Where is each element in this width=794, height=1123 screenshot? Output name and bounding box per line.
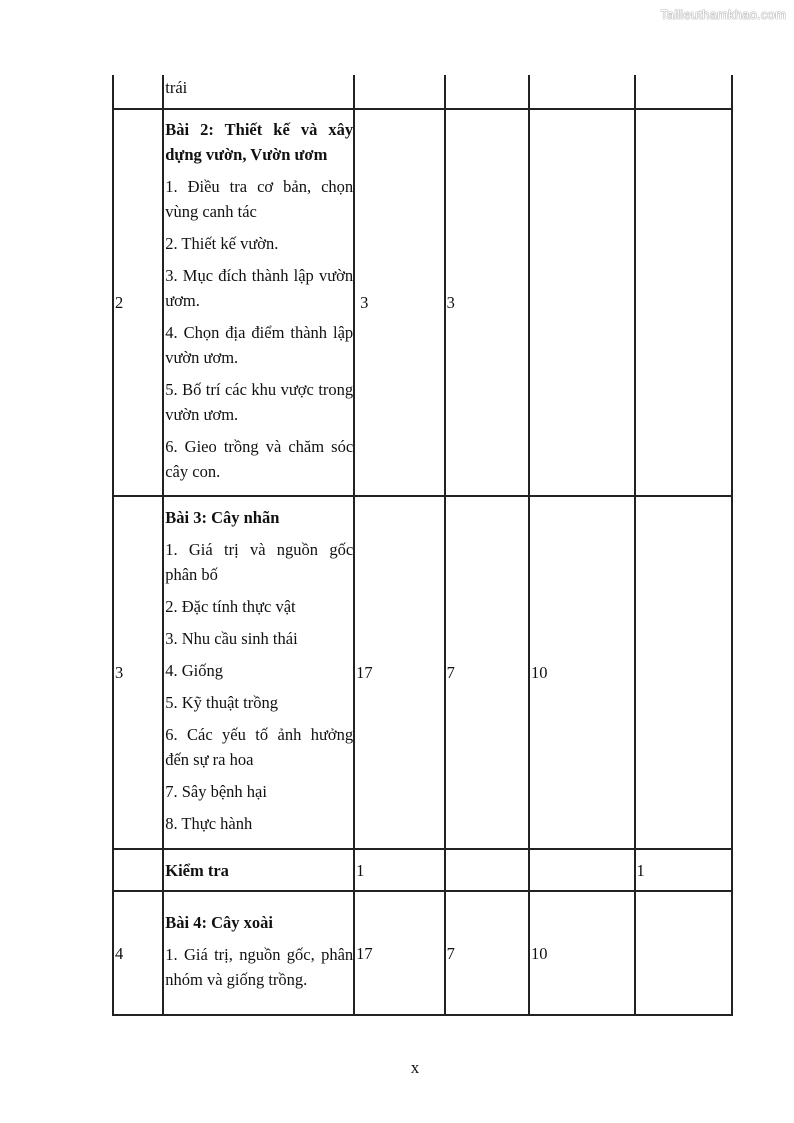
table-row (113, 109, 732, 496)
practice-hours-cell (529, 75, 635, 109)
table-row (113, 496, 732, 849)
content-cell (163, 75, 354, 109)
content-cell (163, 891, 354, 1015)
content-cell (163, 109, 354, 496)
exam-hours-cell (635, 891, 733, 1015)
theory-hours-cell: 7 (445, 496, 529, 849)
content-item: 4. Giống (165, 661, 223, 680)
total-hours-cell: 3 (354, 109, 444, 496)
content-item: 2. Đặc tính thực vật (165, 597, 296, 616)
content-item: 3. Mục đích thành lập vườn ươm. (165, 266, 354, 310)
exam-hours-cell: 1 (635, 849, 733, 891)
theory-hours-cell (445, 849, 529, 891)
row-number-cell: 2 (113, 109, 163, 496)
content-cell (163, 849, 354, 891)
content-item: 5. Bố trí các khu vược trong vườn ươm. (165, 380, 354, 424)
content-item: 5. Kỹ thuật trồng (165, 693, 278, 712)
content-item: 1. Giá trị và nguồn gốc phân bố (165, 540, 354, 584)
theory-hours-cell: 3 (445, 109, 529, 496)
row-number-cell (113, 849, 163, 891)
content-item: 7. Sây bệnh hại (165, 782, 267, 801)
practice-hours-cell: 10 (529, 496, 635, 849)
practice-hours-cell (529, 849, 635, 891)
page-marker: x (410, 1058, 420, 1077)
content-item: 3. Nhu cầu sinh thái (165, 629, 298, 648)
total-hours-cell (354, 75, 444, 109)
content-item: 1. Điều tra cơ bản, chọn vùng canh tác (165, 177, 354, 221)
exam-hours-cell (635, 109, 733, 496)
exam-hours-cell (635, 496, 733, 849)
practice-hours-cell: 10 (529, 891, 635, 1015)
watermark: Tailieuthamkhao.com (660, 7, 786, 22)
row-number-cell (113, 75, 163, 109)
row-number-cell: 3 (113, 496, 163, 849)
syllabus-table (112, 75, 733, 1016)
table-row (113, 75, 732, 109)
content-item: 1. Giá trị, nguồn gốc, phân nhóm và giống trồng. (165, 945, 354, 989)
row-number-cell: 4 (113, 891, 163, 1015)
theory-hours-cell: 7 (445, 891, 529, 1015)
lesson-title: Bài 4: Cây xoài (165, 913, 273, 932)
theory-hours-cell (445, 75, 529, 109)
table-row (113, 849, 732, 891)
total-hours-cell: 17 (354, 891, 444, 1015)
content-item: 4. Chọn địa điểm thành lập vườn ươm. (165, 323, 354, 367)
content-cell (163, 496, 354, 849)
total-hours-cell: 17 (354, 496, 444, 849)
content-item: 6. Gieo trồng và chăm sóc cây con. (165, 437, 354, 481)
lesson-title: Bài 2: Thiết kế và xây dựng vườn, Vườn ươm (165, 120, 354, 164)
total-hours-cell: 1 (354, 849, 444, 891)
content-item: 2. Thiết kế vườn. (165, 234, 279, 253)
practice-hours-cell (529, 109, 635, 496)
content-item: 6. Các yếu tố ảnh hưởng đến sự ra hoa (165, 725, 354, 769)
content-item: 8. Thực hành (165, 814, 253, 833)
exam-title: Kiểm tra (165, 860, 229, 880)
table-row (113, 891, 732, 1015)
lesson-title: Bài 3: Cây nhãn (165, 508, 280, 527)
content-item: trái (165, 78, 188, 97)
exam-hours-cell (635, 75, 733, 109)
